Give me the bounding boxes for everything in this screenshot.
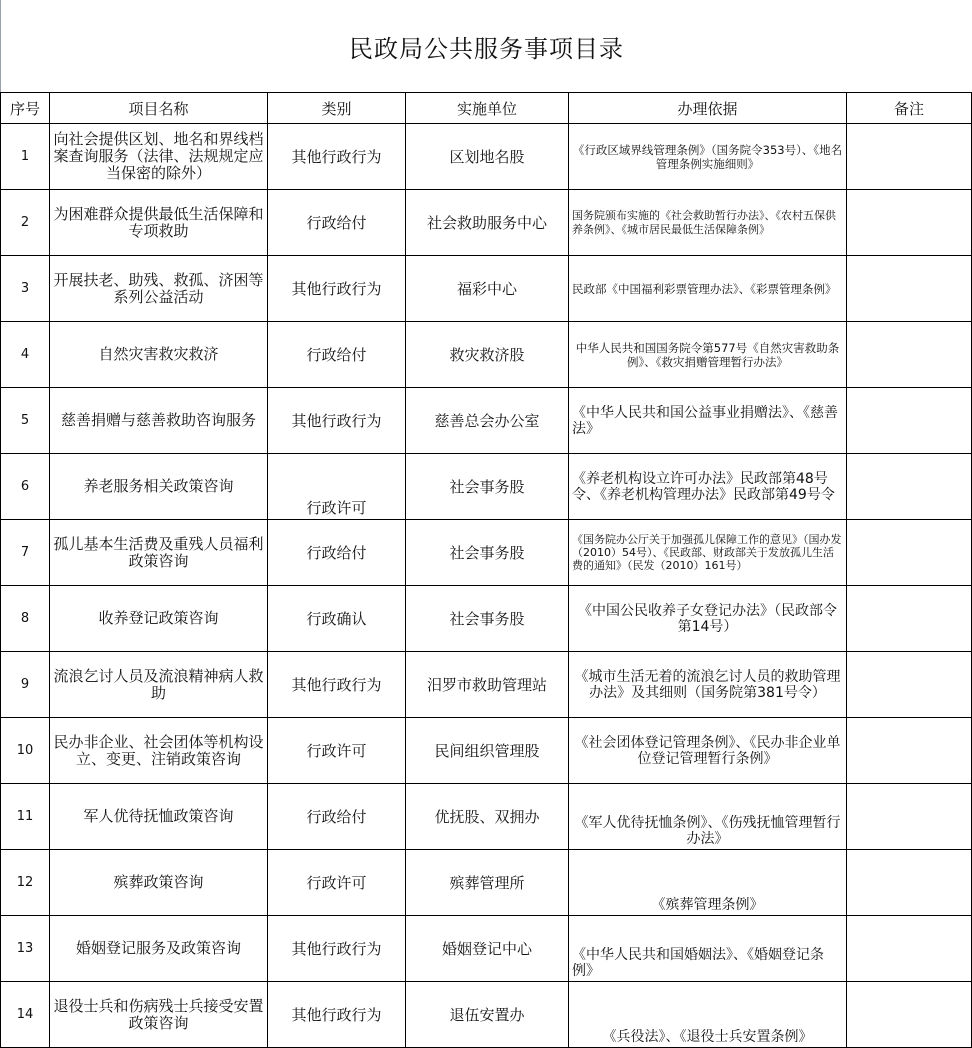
item-name: 民办非企业、社会团体等机构设立、变更、注销政策咨询 xyxy=(50,718,268,784)
table-row xyxy=(1,586,972,652)
item-name: 孤儿基本生活费及重残人员福利政策咨询 xyxy=(50,520,268,586)
item-unit: 社会救助服务中心 xyxy=(406,190,569,256)
item-basis: 《军人优待抚恤条例》、《伤残抚恤管理暂行办法》 xyxy=(569,784,847,850)
row-number: 7 xyxy=(1,520,50,586)
page-title: 民政局公共服务事项目录 xyxy=(0,0,972,92)
item-remark xyxy=(847,256,972,322)
item-basis: 《兵役法》、《退役士兵安置条例》 xyxy=(569,982,847,1048)
item-remark xyxy=(847,190,972,256)
item-category: 行政给付 xyxy=(268,520,406,586)
row-number: 4 xyxy=(1,322,50,388)
item-remark xyxy=(847,718,972,784)
row-number: 11 xyxy=(1,784,50,850)
item-unit: 区划地名股 xyxy=(406,124,569,190)
item-name: 自然灾害救灾救济 xyxy=(50,322,268,388)
item-basis: 《中华人民共和国婚姻法》、《婚姻登记条例》 xyxy=(569,916,847,982)
item-name: 殡葬政策咨询 xyxy=(50,850,268,916)
table-row xyxy=(1,916,972,982)
table-row xyxy=(1,982,972,1048)
item-unit: 优抚股、双拥办 xyxy=(406,784,569,850)
item-name: 为困难群众提供最低生活保障和专项救助 xyxy=(50,190,268,256)
item-category: 其他行政行为 xyxy=(268,256,406,322)
item-remark xyxy=(847,454,972,520)
item-name: 军人优待抚恤政策咨询 xyxy=(50,784,268,850)
header-unit: 实施单位 xyxy=(406,93,569,124)
item-category: 其他行政行为 xyxy=(268,388,406,454)
item-unit: 退伍安置办 xyxy=(406,982,569,1048)
table-row xyxy=(1,388,972,454)
header-remark: 备注 xyxy=(847,93,972,124)
row-number: 12 xyxy=(1,850,50,916)
table-row xyxy=(1,718,972,784)
row-number: 3 xyxy=(1,256,50,322)
item-remark xyxy=(847,982,972,1048)
table-row xyxy=(1,256,972,322)
row-number: 2 xyxy=(1,190,50,256)
item-name: 养老服务相关政策咨询 xyxy=(50,454,268,520)
item-category: 行政给付 xyxy=(268,784,406,850)
service-catalog-table xyxy=(0,92,972,1048)
header-category: 类别 xyxy=(268,93,406,124)
item-basis: 《社会团体登记管理条例》、《民办非企业单位登记管理暂行条例》 xyxy=(569,718,847,784)
table-row xyxy=(1,850,972,916)
item-unit: 慈善总会办公室 xyxy=(406,388,569,454)
row-number: 14 xyxy=(1,982,50,1048)
header-name: 项目名称 xyxy=(50,93,268,124)
header-no: 序号 xyxy=(1,93,50,124)
item-unit: 社会事务股 xyxy=(406,454,569,520)
table-row xyxy=(1,652,972,718)
item-unit: 婚姻登记中心 xyxy=(406,916,569,982)
item-remark xyxy=(847,784,972,850)
item-basis: 《城市生活无着的流浪乞讨人员的救助管理办法》及其细则（国务院第381号令） xyxy=(569,652,847,718)
header-basis: 办理依据 xyxy=(569,93,847,124)
item-basis: 《殡葬管理条例》 xyxy=(569,850,847,916)
item-category: 行政许可 xyxy=(268,454,406,520)
row-number: 10 xyxy=(1,718,50,784)
item-category: 行政许可 xyxy=(268,850,406,916)
item-unit: 福彩中心 xyxy=(406,256,569,322)
item-basis: 《中国公民收养子女登记办法》（民政部令第14号） xyxy=(569,586,847,652)
table-row xyxy=(1,454,972,520)
item-unit: 救灾救济股 xyxy=(406,322,569,388)
table-row xyxy=(1,520,972,586)
row-number: 1 xyxy=(1,124,50,190)
item-remark xyxy=(847,124,972,190)
table-row xyxy=(1,124,972,190)
row-number: 9 xyxy=(1,652,50,718)
item-unit: 殡葬管理所 xyxy=(406,850,569,916)
item-category: 行政给付 xyxy=(268,322,406,388)
item-category: 其他行政行为 xyxy=(268,124,406,190)
item-remark xyxy=(847,850,972,916)
item-remark xyxy=(847,916,972,982)
item-basis: 《国务院办公厅关于加强孤儿保障工作的意见》（国办发（2010）54号）、《民政部、财政部关于发放孤儿生活费的通知》（民发（2010）161号） xyxy=(569,520,847,586)
item-basis: 国务院颁布实施的《社会救助暂行办法》、《农村五保供养条例》、《城市居民最低生活保障条例》 xyxy=(569,190,847,256)
item-basis: 《行政区域界线管理条例》（国务院令353号）、《地名管理条例实施细则》 xyxy=(569,124,847,190)
item-unit: 民间组织管理股 xyxy=(406,718,569,784)
item-name: 流浪乞讨人员及流浪精神病人救助 xyxy=(50,652,268,718)
item-basis: 《养老机构设立许可办法》民政部第48号令、《养老机构管理办法》民政部第49号令 xyxy=(569,454,847,520)
item-category: 行政确认 xyxy=(268,586,406,652)
item-basis: 民政部《中国福利彩票管理办法》、《彩票管理条例》 xyxy=(569,256,847,322)
item-name: 慈善捐赠与慈善救助咨询服务 xyxy=(50,388,268,454)
table-row xyxy=(1,190,972,256)
item-basis: 《中华人民共和国公益事业捐赠法》、《慈善法》 xyxy=(569,388,847,454)
row-number: 13 xyxy=(1,916,50,982)
item-category: 行政给付 xyxy=(268,190,406,256)
item-unit: 社会事务股 xyxy=(406,586,569,652)
item-remark xyxy=(847,586,972,652)
item-name: 退役士兵和伤病残士兵接受安置政策咨询 xyxy=(50,982,268,1048)
item-remark xyxy=(847,520,972,586)
item-unit: 社会事务股 xyxy=(406,520,569,586)
item-category: 其他行政行为 xyxy=(268,982,406,1048)
item-basis: 中华人民共和国国务院令第577号《自然灾害救助条例》、《救灾捐赠管理暂行办法》 xyxy=(569,322,847,388)
row-number: 6 xyxy=(1,454,50,520)
item-remark xyxy=(847,388,972,454)
item-name: 向社会提供区划、地名和界线档案查询服务（法律、法规规定应当保密的除外） xyxy=(50,124,268,190)
item-remark xyxy=(847,652,972,718)
item-category: 其他行政行为 xyxy=(268,916,406,982)
item-category: 行政许可 xyxy=(268,718,406,784)
row-number: 8 xyxy=(1,586,50,652)
item-unit: 汨罗市救助管理站 xyxy=(406,652,569,718)
table-row xyxy=(1,784,972,850)
item-name: 开展扶老、助残、救孤、济困等系列公益活动 xyxy=(50,256,268,322)
item-name: 收养登记政策咨询 xyxy=(50,586,268,652)
item-remark xyxy=(847,322,972,388)
row-number: 5 xyxy=(1,388,50,454)
item-name: 婚姻登记服务及政策咨询 xyxy=(50,916,268,982)
item-category: 其他行政行为 xyxy=(268,652,406,718)
table-row xyxy=(1,322,972,388)
header-row xyxy=(1,93,972,124)
